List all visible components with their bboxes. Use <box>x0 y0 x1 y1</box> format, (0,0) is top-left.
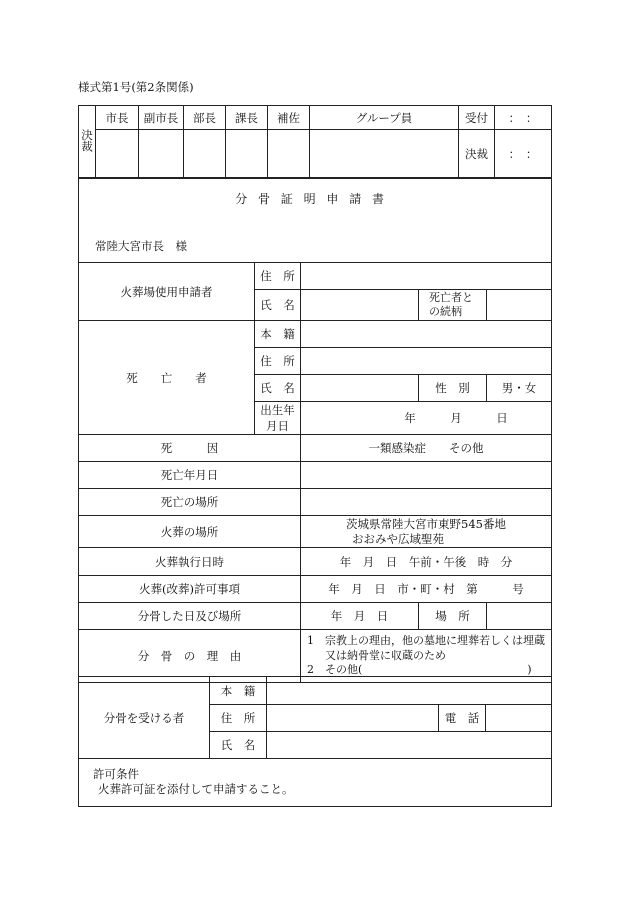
sex-choice[interactable]: 男・女 <box>487 375 552 402</box>
birth-date-field[interactable]: 年 月 日 <box>301 402 552 435</box>
deceased-domicile-field[interactable] <box>301 321 552 348</box>
reason-item-1-number: 1 <box>307 634 314 648</box>
split-date-field[interactable]: 年 月 日 <box>301 603 419 630</box>
approval-stamp-table <box>78 105 552 178</box>
recipient-table <box>78 676 552 807</box>
recipient-label: 分骨を受ける者 <box>79 677 210 759</box>
permit-field[interactable]: 年 月 日 市・町・村 第 号 <box>301 576 552 603</box>
stamp-box-deputy-mayor[interactable] <box>139 130 184 178</box>
approval-header-mayor: 市長 <box>96 106 139 130</box>
stamp-box-group-member[interactable] <box>310 130 459 178</box>
split-reason-options[interactable] <box>301 630 552 683</box>
approval-header-deputy-mayor: 副市長 <box>139 106 184 130</box>
reason-item-1-text[interactable]: 宗教上の理由，他の墓地に埋葬若しくは埋蔵又は納骨堂に収蔵のため <box>325 634 545 662</box>
reason-item-2-text[interactable]: その他( ) <box>325 663 532 677</box>
deceased-name-label: 氏 名 <box>255 375 301 402</box>
applicant-address-field[interactable] <box>301 263 552 290</box>
receipt-time-value[interactable]: ： ： <box>495 106 552 130</box>
cremation-datetime-field[interactable]: 年 月 日 午前・午後 時 分 <box>301 548 552 576</box>
stamp-box-section-chief[interactable] <box>226 130 268 178</box>
recipient-phone-field[interactable] <box>486 705 552 732</box>
death-place-label: 死亡の場所 <box>79 489 301 516</box>
stamp-box-mayor[interactable] <box>96 130 139 178</box>
applicant-address-label: 住 所 <box>255 263 301 290</box>
decision-time-value[interactable]: ： ： <box>495 130 552 178</box>
split-reason-label: 分 骨 の 理 由 <box>79 630 301 683</box>
recipient-domicile-label: 本 籍 <box>210 677 267 705</box>
title-block <box>79 179 552 263</box>
permit-label: 火葬(改葬)許可事項 <box>79 576 301 603</box>
approval-header-assistant: 補佐 <box>268 106 310 130</box>
addressee: 常陸大宮市長 様 <box>95 239 187 253</box>
document-title: 分骨証明申請書 <box>235 192 395 206</box>
approval-header-section-chief: 課長 <box>226 106 268 130</box>
deceased-domicile-label: 本 籍 <box>255 321 301 348</box>
permit-conditions-title: 許可条件 <box>93 767 139 781</box>
receipt-label: 受付 <box>459 106 495 130</box>
death-place-field[interactable] <box>301 489 552 516</box>
deceased-address-field[interactable] <box>301 348 552 375</box>
approval-header-director: 部長 <box>184 106 226 130</box>
permit-conditions <box>79 759 552 807</box>
recipient-domicile-field[interactable] <box>267 677 552 705</box>
deceased-label: 死 亡 者 <box>79 321 255 435</box>
recipient-phone-label: 電 話 <box>439 705 486 732</box>
applicant-label: 火葬場使用申請者 <box>79 263 255 321</box>
recipient-name-field[interactable] <box>267 732 552 759</box>
decision-label: 決裁 <box>459 130 495 178</box>
relation-label: 死亡者と の続柄 <box>419 290 487 321</box>
split-place-label: 場 所 <box>419 603 487 630</box>
permit-conditions-text: 火葬許可証を添付して申請すること。 <box>98 782 294 796</box>
birth-date-label: 出生年月日 <box>255 402 301 435</box>
applicant-name-label: 氏 名 <box>255 290 301 321</box>
applicant-name-field[interactable] <box>301 290 419 321</box>
cause-of-death-choice[interactable]: 一類感染症 その他 <box>301 435 552 462</box>
split-date-place-label: 分骨した日及び場所 <box>79 603 301 630</box>
recipient-address-field[interactable] <box>267 705 439 732</box>
form-number-label: 様式第1号(第2条関係) <box>78 80 194 94</box>
death-date-field[interactable] <box>301 462 552 489</box>
recipient-name-label: 氏 名 <box>210 732 267 759</box>
cremation-place-value: 茨城県常陸大宮市東野545番地 おおみや広域聖苑 <box>301 516 552 548</box>
stamp-box-director[interactable] <box>184 130 226 178</box>
cremation-datetime-label: 火葬執行日時 <box>79 548 301 576</box>
cause-of-death-label: 死 因 <box>79 435 301 462</box>
stamp-box-assistant[interactable] <box>268 130 310 178</box>
cremation-place-label: 火葬の場所 <box>79 516 301 548</box>
application-form-table <box>78 178 552 683</box>
reason-item-2-number: 2 <box>307 663 314 677</box>
deceased-address-label: 住 所 <box>255 348 301 375</box>
approval-side-label: 決裁 <box>79 106 96 178</box>
approval-header-group-member: グループ員 <box>310 106 459 130</box>
sex-label: 性 別 <box>419 375 487 402</box>
relation-field[interactable] <box>487 290 552 321</box>
split-place-field[interactable] <box>487 603 552 630</box>
deceased-name-field[interactable] <box>301 375 419 402</box>
death-date-label: 死亡年月日 <box>79 462 301 489</box>
recipient-address-label: 住 所 <box>210 705 267 732</box>
